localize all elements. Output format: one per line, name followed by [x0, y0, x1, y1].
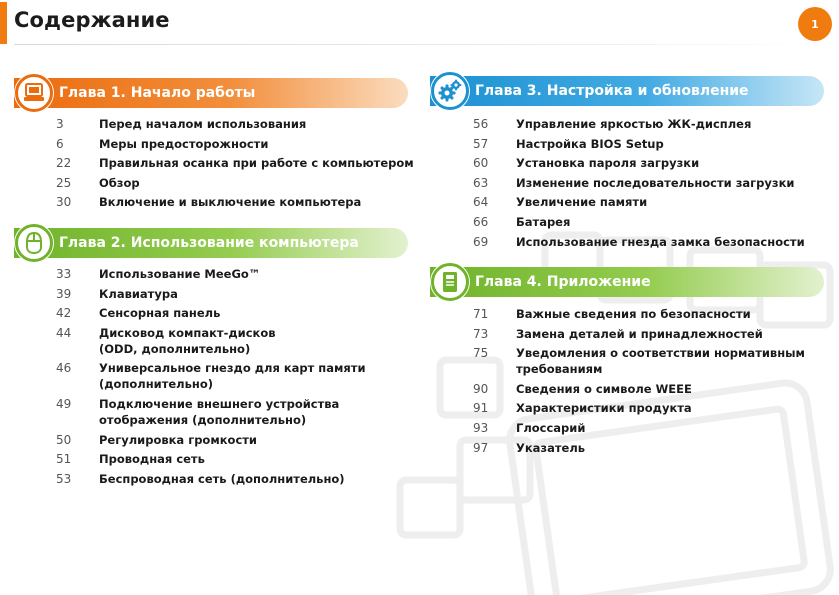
toc-page-number: 42	[56, 306, 72, 321]
mouse-icon	[23, 231, 45, 255]
toc-entry-title: Важные сведения по безопасности	[516, 307, 751, 321]
chapter-1-entries	[56, 116, 416, 214]
toc-entry[interactable]	[56, 451, 416, 467]
toc-page-number: 63	[473, 175, 489, 190]
toc-page-number: 51	[56, 452, 72, 467]
page-number-badge: 1	[798, 7, 832, 41]
toc-entry[interactable]	[473, 116, 833, 132]
toc-page-number: 46	[56, 361, 72, 376]
toc-page-number: 44	[56, 325, 72, 340]
page-header	[0, 0, 839, 50]
toc-page-number: 64	[473, 195, 489, 210]
toc-page-number: 75	[473, 346, 489, 361]
toc-entry[interactable]	[473, 214, 833, 230]
header-accent-bar	[0, 2, 7, 44]
toc-entry[interactable]	[473, 420, 833, 436]
toc-entry[interactable]	[473, 234, 833, 250]
toc-page-number: 56	[473, 117, 489, 131]
toc-entry[interactable]	[473, 175, 833, 191]
toc-entry-title: Правильная осанка при работе с компьютером	[99, 156, 414, 171]
toc-entry[interactable]	[56, 266, 416, 282]
toc-entry-title: Замена деталей и принадлежностей	[516, 326, 763, 341]
toc-page-number: 33	[56, 267, 72, 281]
toc-entry-title: Сенсорная панель	[99, 306, 221, 321]
toc-page-number: 3	[56, 117, 64, 131]
toc-entry[interactable]	[56, 175, 416, 191]
page-title: Содержание	[14, 8, 170, 32]
toc-entry-title-line2: (дополнительно)	[99, 377, 213, 392]
toc-entry[interactable]	[56, 116, 416, 132]
chapter-2-header[interactable]	[14, 228, 408, 258]
toc-entry[interactable]	[473, 381, 833, 397]
toc-entry[interactable]	[56, 305, 416, 321]
toc-entry[interactable]	[473, 326, 833, 342]
toc-page-number: 6	[56, 136, 64, 151]
toc-entry-title: Дисковод компакт-дисков	[99, 325, 276, 340]
toc-entry-title: Беспроводная сеть (дополнительно)	[99, 471, 345, 486]
toc-entry[interactable]	[473, 194, 833, 210]
toc-entry-title: Батарея	[516, 214, 571, 229]
toc-entry[interactable]	[473, 306, 833, 322]
toc-page-number: 57	[473, 136, 489, 151]
toc-entry[interactable]	[473, 136, 833, 152]
toc-entry[interactable]	[56, 432, 416, 448]
toc-entry[interactable]	[56, 136, 416, 152]
toc-entry-title: Включение и выключение компьютера	[99, 195, 362, 210]
toc-page-number: 97	[473, 440, 489, 455]
toc-entry[interactable]	[56, 286, 416, 302]
toc-entry-title: Установка пароля загрузки	[516, 156, 700, 171]
toc-entry-title-line2: (ODD, дополнительно)	[99, 341, 251, 356]
toc-page-number: 50	[56, 432, 72, 447]
toc-entry[interactable]	[473, 345, 833, 377]
toc-entry-title: Использование MeeGo™	[99, 267, 261, 281]
toc-entry-title: Меры предосторожности	[99, 136, 269, 151]
toc-entry[interactable]	[56, 325, 416, 357]
chapter-4-title: Глава 4. Приложение	[475, 274, 651, 290]
toc-entry[interactable]	[56, 194, 416, 210]
toc-entry[interactable]	[473, 400, 833, 416]
toc-entry-title: Настройка BIOS Setup	[516, 136, 664, 151]
toc-entry-title: Перед началом использования	[99, 117, 307, 131]
chapter-1-title: Глава 1. Начало работы	[59, 85, 256, 101]
toc-page-number: 71	[473, 307, 489, 321]
toc-page-number: 73	[473, 326, 489, 341]
chapter-3-title: Глава 3. Настройка и обновление	[475, 83, 749, 99]
chapter-4-entries	[473, 306, 833, 459]
toc-page-number: 53	[56, 471, 72, 486]
toc-entry-title: Глоссарий	[516, 420, 586, 435]
toc-page-number: 91	[473, 401, 489, 416]
toc-entry-title: Изменение последовательности загрузки	[516, 175, 795, 190]
toc-entry-title-line2: отображения (дополнительно)	[99, 412, 307, 427]
toc-page-number: 49	[56, 396, 72, 411]
chapter-2-title: Глава 2. Использование компьютера	[59, 235, 359, 251]
toc-entry-title: Управление яркостью ЖК-дисплея	[516, 117, 752, 131]
toc-entry-title: Уведомления о соответствии нормативным	[516, 346, 805, 361]
toc-page-number: 30	[56, 195, 72, 210]
toc-page-number: 66	[473, 214, 489, 229]
toc-entry-title: Характеристики продукта	[516, 401, 692, 416]
toc-entry-title: Клавиатура	[99, 286, 178, 301]
toc-entry-title-line2: требованиям	[516, 362, 603, 377]
toc-entry[interactable]	[56, 360, 416, 392]
chapter-2-entries	[56, 266, 416, 490]
laptop-icon	[23, 82, 45, 104]
book-icon	[440, 271, 460, 293]
toc-entry-title: Подключение внешнего устройства	[99, 396, 340, 411]
toc-page-number: 93	[473, 420, 489, 435]
chapter-3-entries	[473, 116, 833, 253]
toc-entry-title: Проводная сеть	[99, 452, 205, 467]
chapter-3-header[interactable]	[430, 76, 824, 106]
toc-entry-title: Использование гнезда замка безопасности	[516, 234, 805, 249]
chapter-1-header[interactable]	[14, 78, 408, 108]
toc-page-number: 25	[56, 175, 72, 190]
toc-entry[interactable]	[56, 471, 416, 487]
toc-entry-title: Универсальное гнездо для карт памяти	[99, 361, 366, 376]
toc-page-number: 22	[56, 156, 72, 171]
toc-page-number: 39	[56, 286, 72, 301]
toc-entry[interactable]	[473, 440, 833, 456]
toc-entry[interactable]	[473, 155, 833, 171]
toc-page-number: 90	[473, 381, 489, 396]
toc-entry-title: Регулировка громкости	[99, 432, 257, 447]
toc-entry-title: Указатель	[516, 440, 586, 455]
toc-entry-title: Сведения о символе WEEE	[516, 381, 692, 396]
toc-page-number: 69	[473, 234, 489, 249]
toc-entry[interactable]	[56, 396, 416, 428]
toc-entry-title: Увеличение памяти	[516, 195, 648, 210]
toc-entry-title: Обзор	[99, 175, 140, 190]
toc-page-number: 60	[473, 156, 489, 171]
header-divider	[14, 44, 814, 45]
chapter-4-header[interactable]	[430, 267, 824, 297]
gears-icon	[438, 79, 462, 103]
toc-entry[interactable]	[56, 155, 416, 171]
